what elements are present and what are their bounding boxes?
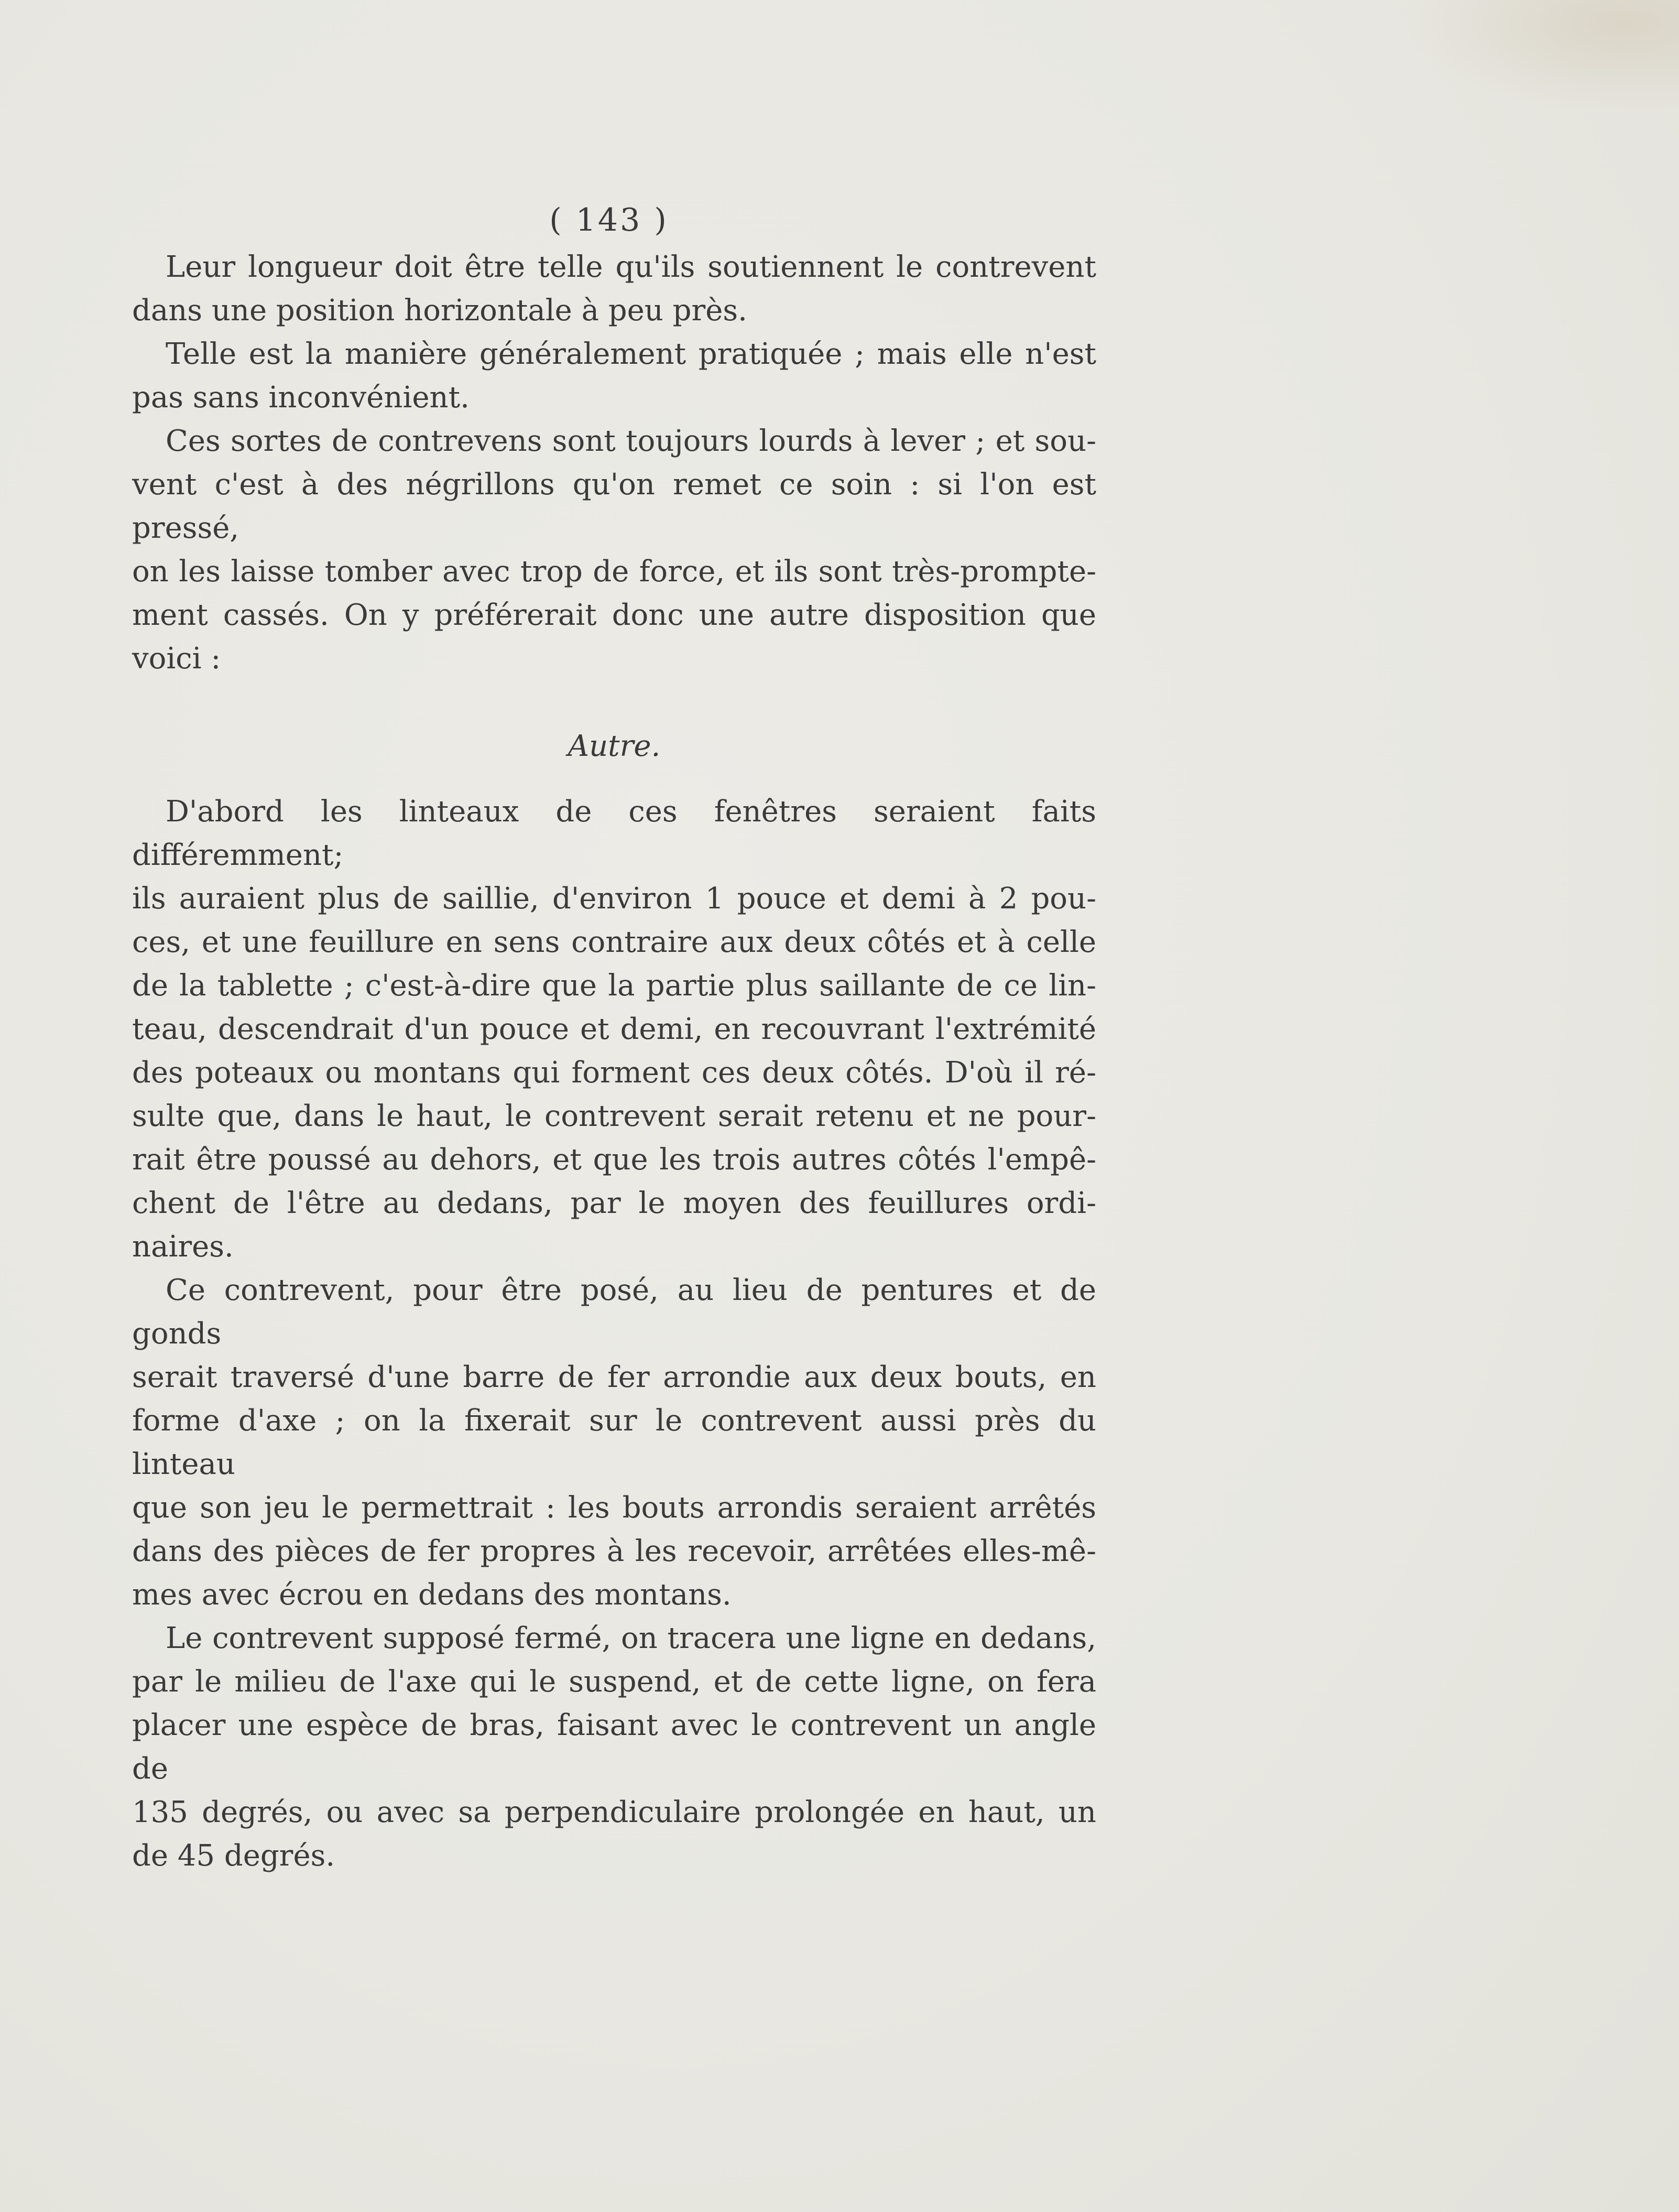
text-line: ment cassés. On y préférerait donc une autre disposition que <box>132 598 1096 632</box>
text-line: de la tablette ; c'est-à-dire que la partie plus saillante de ce lin- <box>132 969 1096 1003</box>
text-block <box>132 199 1096 1878</box>
text-line: par le milieu de l'axe qui le suspend, et de cette ligne, on fera <box>132 1665 1096 1699</box>
page-number: ( 143 ) <box>549 202 669 238</box>
paragraph-6 <box>132 1617 1096 1878</box>
text-line: ils auraient plus de saillie, d'environ 1 pouce et demi à 2 pou- <box>132 882 1096 916</box>
text-line: placer une espèce de bras, faisant avec le contrevent un angle de <box>132 1708 1096 1786</box>
text-line: forme d'axe ; on la fixerait sur le contrevent aussi près du linteau <box>132 1404 1096 1481</box>
text-line: Le contrevent supposé fermé, on tracera une ligne en dedans, <box>166 1621 1096 1655</box>
text-line: voici : <box>132 642 221 676</box>
text-line: que son jeu le permettrait : les bouts arrondis seraient arrêtés <box>132 1491 1096 1525</box>
text-line: on les laisse tomber avec trop de force, et ils sont très-prompte- <box>132 555 1096 589</box>
text-line: dans une position horizontale à peu près. <box>132 294 747 328</box>
paragraph-1 <box>132 245 1096 332</box>
text-line: 135 degrés, ou avec sa perpendiculaire prolongée en haut, un <box>132 1795 1096 1829</box>
text-line: ces, et une feuillure en sens contraire aux deux côtés et à celle <box>132 925 1096 959</box>
paper-stain <box>1407 0 1679 115</box>
text-line: vent c'est à des négrillons qu'on remet ce soin : si l'on est pressé, <box>132 468 1096 545</box>
text-line: naires. <box>132 1230 234 1264</box>
paragraph-4 <box>132 790 1096 1268</box>
text-line: D'abord les linteaux de ces fenêtres seraient faits différemment; <box>132 795 1096 872</box>
text-line: dans des pièces de fer propres à les recevoir, arrêtées elles-mê- <box>132 1534 1096 1568</box>
text-line: chent de l'être au dedans, par le moyen des feuillures ordi- <box>132 1186 1096 1220</box>
text-line: Ces sortes de contrevens sont toujours lourds à lever ; et sou- <box>166 424 1096 458</box>
text-line: Leur longueur doit être telle qu'ils soutiennent le contrevent <box>166 250 1096 284</box>
paragraph-5 <box>132 1268 1096 1617</box>
text-line: pas sans inconvénient. <box>132 381 470 415</box>
text-line: des poteaux ou montans qui forment ces deux côtés. D'où il ré- <box>132 1056 1096 1090</box>
text-line: Telle est la manière généralement pratiquée ; mais elle n'est <box>166 337 1096 371</box>
text-line: teau, descendrait d'un pouce et demi, en recouvrant l'extrémité <box>132 1012 1096 1046</box>
section-heading: Autre. <box>568 729 661 763</box>
paragraph-3 <box>132 419 1096 680</box>
text-line: rait être poussé au dehors, et que les trois autres côtés l'empê- <box>132 1143 1096 1177</box>
text-line: Ce contrevent, pour être posé, au lieu de pentures et de gonds <box>132 1273 1096 1351</box>
text-line: mes avec écrou en dedans des montans. <box>132 1578 732 1612</box>
text-line: serait traversé d'une barre de fer arrondie aux deux bouts, en <box>132 1360 1096 1394</box>
text-line: de 45 degrés. <box>132 1839 335 1873</box>
paragraph-2 <box>132 332 1096 419</box>
text-line: sulte que, dans le haut, le contrevent serait retenu et ne pour- <box>132 1099 1096 1133</box>
